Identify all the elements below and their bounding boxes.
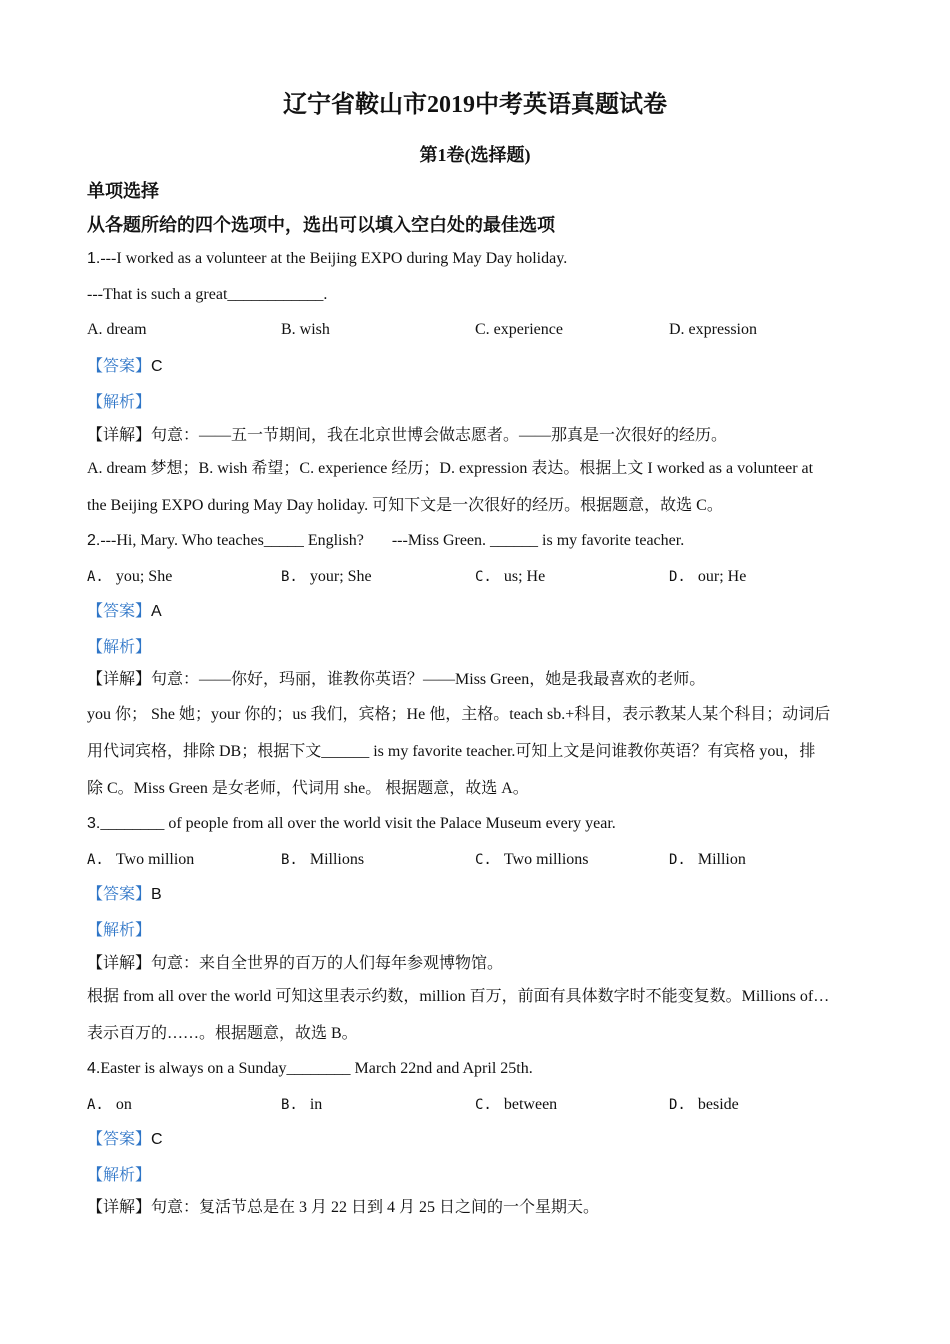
answer-value: B [151,886,162,903]
question-4 [87,1059,533,1079]
question-text: ________ of people from all over the world visit the Palace Museum every year. [100,815,616,832]
question-number: 4. [87,1060,101,1077]
answer-line [87,356,163,377]
question-3 [87,814,616,834]
explanation-text: 表示百万的……。根据题意，故选 B。 [87,1025,358,1042]
option-a: A. on [87,1096,132,1113]
question-1-reply: ---That is such a great____________. [87,286,328,303]
section-instruction: 从各题所给的四个选项中，选出可以填入空白处的最佳选项 [87,215,555,235]
option-d: D. our; He [669,568,747,585]
question-text: ---I worked as a volunteer at the Beijing EXPO during May Day holiday. [100,250,568,267]
explanation-text: A. dream 梦想；B. wish 希望；C. experience 经历；D. expression 表达。根据上文 I worked as a volunteer at [87,460,814,477]
explanation-text: the Beijing EXPO during May Day holiday. 可知下文是一次很好的经历。根据题意，故选 C。 [87,497,723,514]
answer-label: 【答案】 [87,356,152,375]
answer-line [87,1129,163,1150]
option-d: D. beside [669,1096,739,1113]
option-c: C. us; He [475,568,546,585]
answer-value: C [151,1131,163,1148]
answer-line [87,601,162,622]
option-b: B. your; She [281,568,372,585]
option-c: C. between [475,1096,558,1113]
detail-label: 【详解】 [87,1199,152,1216]
question-number: 3. [87,815,101,832]
answer-line [87,884,162,905]
option-d: D. Million [669,851,746,868]
option-a: A. Two million [87,851,195,868]
explanation-text: 用代词宾格，排除 DB；根据下文______ is my favorite teacher.可知上文是问谁教你英语？有宾格 you，排 [87,743,816,760]
answer-value: C [151,358,163,375]
option-a: A. dream [87,321,147,338]
question-2-options [87,567,867,587]
detail-text: 句意：——五一节期间，我在北京世博会做志愿者。——那真是一次很好的经历。 [151,427,728,444]
option-c: C. Two millions [475,851,589,868]
section-heading: 单项选择 [87,181,159,201]
answer-label: 【答案】 [87,601,152,620]
question-number: 2. [87,532,101,549]
page-subtitle: 第1卷(选择题) [419,145,531,165]
detail-text: 句意：——你好，玛丽，谁教你英语？——Miss Green，她是我最喜欢的老师。 [151,671,706,688]
question-1 [87,249,567,269]
analysis-label: 【解析】 [87,392,152,411]
detail-line [87,670,705,690]
page-title: 辽宁省鞍山市2019中考英语真题试卷 [283,92,667,118]
question-2 [87,531,684,551]
detail-line [87,426,727,446]
question-text: ---Hi, Mary. Who teaches_____ English? ---Miss Green. ______ is my favorite teacher. [100,532,685,549]
option-b: B. wish [281,321,330,338]
question-number: 1. [87,250,101,267]
question-text: Easter is always on a Sunday________ March 22nd and April 25th. [100,1060,533,1077]
analysis-label: 【解析】 [87,920,152,939]
detail-line [87,954,503,974]
explanation-text: you 你； She 她；your 你的；us 我们，宾格；He 他，主格。teach sb.+科目，表示教某人某个科目；动词后 [87,706,831,723]
question-1-options [87,320,867,340]
option-b: B. in [281,1096,323,1113]
answer-label: 【答案】 [87,884,152,903]
answer-label: 【答案】 [87,1129,152,1148]
detail-label: 【详解】 [87,955,152,972]
option-d: D. expression [669,321,757,338]
option-b: B. Millions [281,851,365,868]
analysis-label: 【解析】 [87,1165,152,1184]
explanation-text: 根据 from all over the world 可知这里表示约数，million 百万，前面有具体数字时不能变复数。Millions of… [87,988,830,1005]
question-4-options [87,1095,867,1115]
analysis-label: 【解析】 [87,637,152,656]
detail-label: 【详解】 [87,671,152,688]
explanation-text: 除 C。Miss Green 是女老师，代词用 she。 根据题意，故选 A。 [87,780,529,797]
detail-text: 句意：来自全世界的百万的人们每年参观博物馆。 [151,955,504,972]
detail-line [87,1198,599,1218]
question-3-options [87,850,867,870]
option-a: A. you; She [87,568,173,585]
option-c: C. experience [475,321,563,338]
detail-text: 句意：复活节总是在 3 月 22 日到 4 月 25 日之间的一个星期天。 [151,1199,600,1216]
detail-label: 【详解】 [87,427,152,444]
answer-value: A [151,603,162,620]
